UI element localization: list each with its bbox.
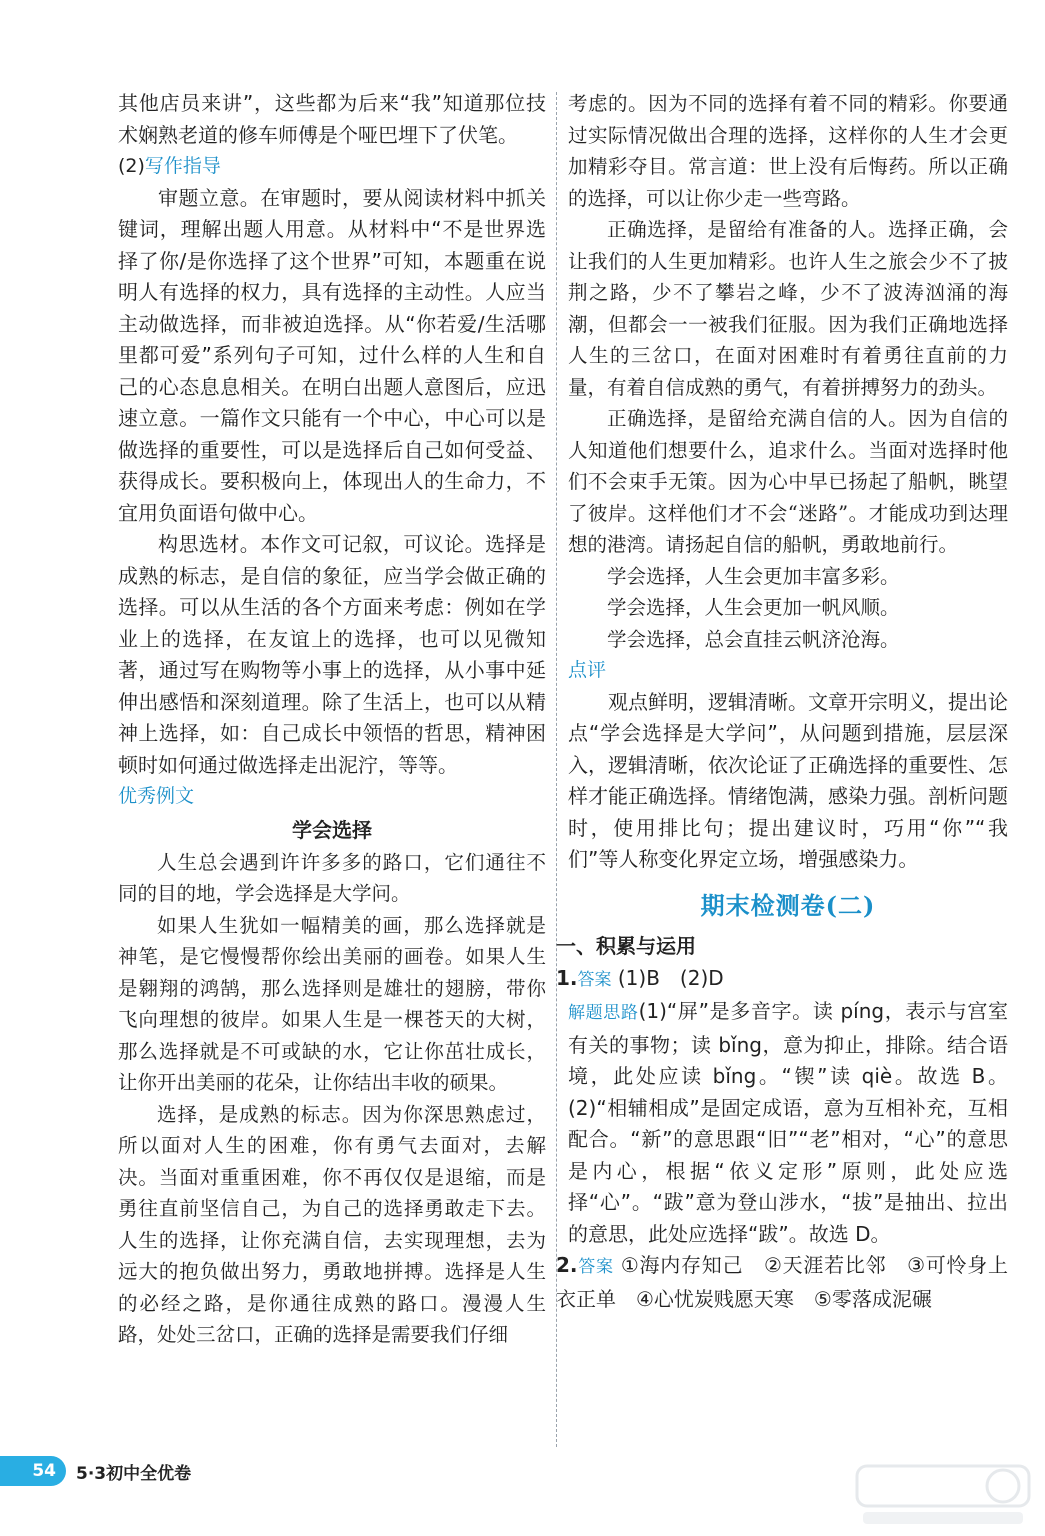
page-footer	[0, 1452, 191, 1490]
question-2-number: 2.	[556, 1253, 578, 1277]
essay-paragraph-4: 正确选择，是留给有准备的人。选择正确，会让我们的人生更加精彩。也许人生之旅会少不了披荆之路，少不了攀岩之峰，少不了波涛汹涌的海潮，但都会一一被我们征服。因为我们正确地选择人生的三岔口，在面对困难时有着勇往直前的力量，有着自信成熟的勇气，有着拼搏努力的劲头。	[568, 218, 1008, 399]
answer-label: 答案	[577, 969, 612, 990]
essay-body-left	[118, 847, 546, 1351]
brand-name: 5·3初中全优卷	[76, 1463, 192, 1484]
section-title: 一、积累与运用	[556, 933, 696, 958]
closing-line-2: 学会选择，人生会更加一帆风顺。	[607, 596, 900, 619]
subheading-writing-guide	[118, 151, 546, 183]
essay-paragraph-5: 正确选择，是留给充满自信的人。因为自信的人知道他们想要什么，追求什么。当面对选择时他们不会束手无策。因为心中早已扬起了船帆，眺望了彼岸。这样他们才不会“迷路”。才能成功到达理想的港湾。请扬起自信的船帆，勇敢地前行。	[568, 407, 1008, 556]
question-2-answer-text: ①海内存知己 ②天涯若比邻 ③可怜身上衣正单 ④心忧炭贱愿天寒 ⑤零落成泥碾	[556, 1253, 1009, 1311]
question-1-number: 1.	[556, 965, 578, 990]
question-1-answer	[556, 963, 1008, 997]
question-1-analysis	[568, 996, 1008, 1250]
question-2-answer	[556, 1250, 1008, 1315]
closing-line-1: 学会选择，人生会更加丰富多彩。	[607, 564, 900, 588]
essay-title: 学会选择	[292, 817, 372, 842]
answer-label: 答案	[577, 1257, 614, 1277]
analysis-label: 解题思路	[568, 1003, 639, 1023]
page-number: 54	[0, 1456, 66, 1486]
comment-text: 观点鲜明，逻辑清晰。文章开宗明义，提出论点“学会选择是大学问”，从问题到措施，层层深入，逻辑清晰，依次论证了正确选择的重要性、怎样才能正确选择。情绪饱满，感染力强。剖析问题时，使用排比句；提出建议时，巧用“你”“我们”等人称变化界定立场，增强感染力。	[568, 689, 1008, 871]
right-column	[556, 88, 1009, 1315]
essay-paragraph-2: 如果人生犹如一幅精美的画，那么选择就是神笔，是它慢慢帮你绘出美丽的画卷。如果人生是翱翔的鸿鹄，那么选择则是雄壮的翅膀，带你飞向理想的彼岸。如果人生是一棵苍天的大树，那么选择就是不可或缺的水，它让你茁壮成长，让你开出美丽的花朵，让你结出丰收的硕果。	[118, 913, 546, 1094]
left-column	[118, 88, 546, 1351]
paragraph-material-selection: 构思选材。本作文可记叙，可议论。选择是成熟的标志，是自信的象征，应当学会做正确的选择。可以从生活的各个方面来考虑：例如在学业上的选择，在友谊上的选择，也可以见微知著，通过写在购物等小事上的选择，从小事中延伸出感悟和深刻道理。除了生活上，也可以从精神上选择，如：自己成长中领悟的哲思，精神困顿时如何通过做选择走出泥泞，等等。	[118, 532, 546, 777]
question-1-answer-text: (1)B (2)D	[617, 965, 724, 990]
watermark-logo-icon	[853, 1460, 1033, 1530]
writing-guide-label: 写作指导	[144, 155, 221, 177]
essay-paragraph-3: 选择，是成熟的标志。因为你深思熟虑过，所以面对人生的困难，你有勇气去面对，去解决。当面对重重困难，你不再仅仅是退缩，而是勇往直前坚信自己，为自己的选择勇敢走下去。人生的选择，让你充满自信，去实现理想，去为远大的抱负做出努力，勇敢地拼搏。选择是人生的必经之路，是你通往成熟的路口。漫漫人生路，处处三岔口，正确的选择是需要我们仔细	[118, 1102, 546, 1346]
essay-body-right	[568, 88, 1008, 655]
essay-paragraph-1: 人生总会遇到许许多多的路口，它们通往不同的目的地，学会选择是大学问。	[118, 850, 546, 905]
sub-number: (2)	[118, 155, 145, 177]
exam-title: 期末检测卷(二)	[700, 890, 876, 920]
paragraph-topic-analysis: 审题立意。在审题时，要从阅读材料中抓关键词，理解出题人用意。从材料中“不是世界选择了你/是你选择了这个世界”可知，本题重在说明人有选择的权力，具有选择的主动性。人应当主动做选择，而非被迫选择。从“你若爱/生活哪里都可爱”系列句子可知，过什么样的人生和自己的心态息息相关。在明白出题人意图后，应迅速立意。一篇作文只能有一个中心，中心可以是做选择的重要性，可以是选择后自己如何受益、获得成长。要积极向上，体现出人的生命力，不宜用负面语句做中心。	[118, 185, 546, 525]
column-divider	[556, 92, 557, 1447]
comment-label: 点评	[568, 659, 607, 681]
closing-line-3: 学会选择，总会直挂云帆济沧海。	[607, 627, 900, 651]
paragraph-analysis-end: 其他店员来讲”，这些都为后来“我”知道那位技术娴熟老道的修车师傅是个哑巴埋下了伏笔。	[118, 91, 546, 147]
example-essay-label: 优秀例文	[118, 785, 195, 807]
essay-paragraph-3-continued: 考虑的。因为不同的选择有着不同的精彩。你要通过实际情况做出合理的选择，这样你的人生才会更加精彩夺目。常言道：世上没有后悔药。所以正确的选择，可以让你少走一些弯路。	[568, 92, 1008, 210]
essay-closing-lines	[568, 561, 1008, 656]
question-1-analysis-text: (1)“屏”是多音字。读 píng，表示与宫室有关的事物；读 bǐng，意为抑止，排除。结合语境，此处应读 bǐng。“锲”读 qiè。故选 B。(2)“相辅相成”是固定成语，意为互相补充，互相配合。“新”的意思跟“旧”“老”相对，“心”的意思是内心，根据“依义定形”原则，此处应选择“心”。“跋”意为登山涉水，“拔”是抽出、拉出的意思，此处应选择“跋”。故选 D。	[568, 999, 1008, 1246]
